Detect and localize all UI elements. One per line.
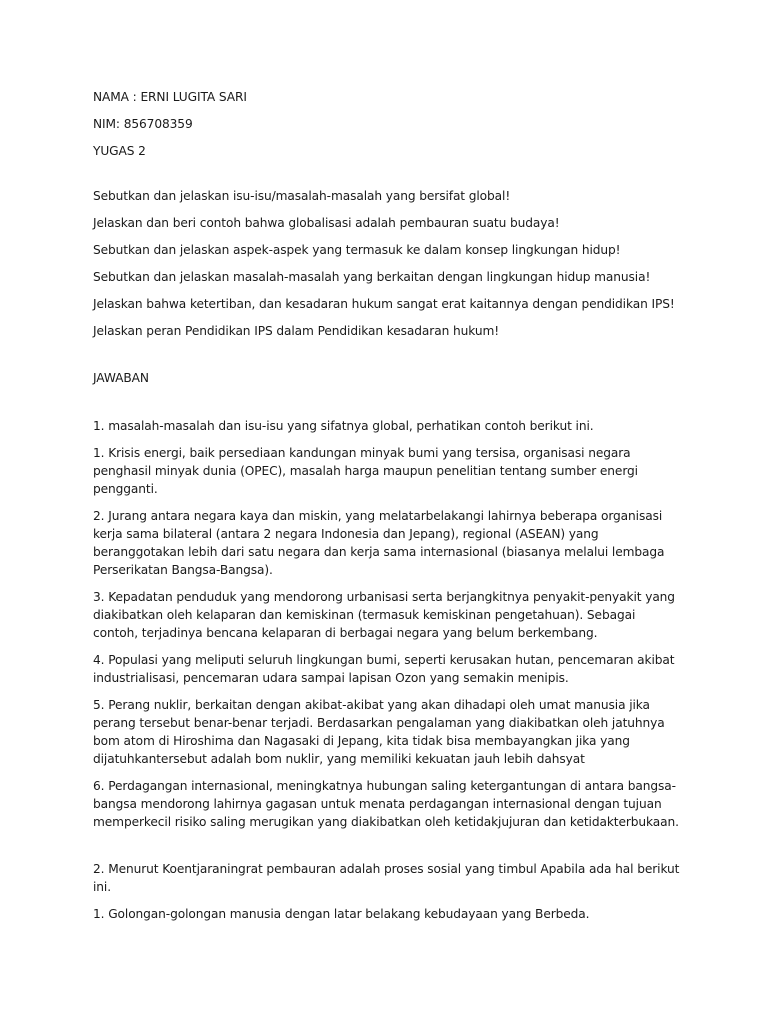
question-item: Jelaskan peran Pendidikan IPS dalam Pendidikan kesadaran hukum! <box>93 324 499 338</box>
student-nim: NIM: 856708359 <box>93 117 193 131</box>
spacer <box>93 396 683 417</box>
answer-1-section <box>93 417 683 831</box>
answer-2-point: 1. Golongan-golongan manusia dengan latar belakang kebudayaan yang Berbeda. <box>93 907 590 921</box>
answer-1-intro: 1. masalah-masalah dan isu-isu yang sifatnya global, perhatikan contoh berikut ini. <box>93 419 594 433</box>
document-body <box>93 88 683 932</box>
answer-2-section <box>93 860 683 923</box>
answer-1-point: 5. Perang nuklir, berkaitan dengan akibat-akibat yang akan dihadapi oleh umat manusia jika perang tersebut benar-benar terjadi. Berdasarkan pengalaman yang diakibatkan oleh jatuhnya bom atom di Hiroshima dan Nagasaki di Jepang, kita tidak bisa membayangkan jika yang dijatuhkantersebut adalah bom nuklir, yang memiliki kekuatan jauh lebih dahsyat <box>93 698 665 766</box>
student-name: NAMA : ERNI LUGITA SARI <box>93 90 247 104</box>
question-item: Sebutkan dan jelaskan masalah-masalah yang berkaitan dengan lingkungan hidup manusia! <box>93 270 651 284</box>
answer-2-intro: 2. Menurut Koentjaraningrat pembauran adalah proses sosial yang timbul Apabila ada hal berikut ini. <box>93 862 680 894</box>
spacer <box>93 349 683 369</box>
question-list <box>93 187 683 340</box>
answer-1-point: 2. Jurang antara negara kaya dan miskin, yang melatarbelakangi lahirnya beberapa organisasi kerja sama bilateral (antara 2 negara Indonesia dan Jepang), regional (ASEAN) yang beranggotakan lebih dari satu negara dan kerja sama internasional (biasanya melalui lembaga Perserikatan Bangsa-Bangsa). <box>93 509 665 577</box>
answer-heading: JAWABAN <box>93 371 149 385</box>
spacer <box>93 169 683 187</box>
answer-1-point: 3. Kepadatan penduduk yang mendorong urbanisasi serta berjangkitnya penyakit-penyakit yang diakibatkan oleh kelaparan dan kemiskinan (termasuk kemiskinan pengetahuan). Sebagai contoh, terjadinya bencana kelaparan di berbagai negara yang belum berkembang. <box>93 590 675 640</box>
assignment-label: YUGAS 2 <box>93 144 146 158</box>
question-item: Sebutkan dan jelaskan isu-isu/masalah-masalah yang bersifat global! <box>93 189 511 203</box>
answer-1-point: 1. Krisis energi, baik persediaan kandungan minyak bumi yang tersisa, organisasi negara penghasil minyak dunia (OPEC), masalah harga maupun penelitian tentang sumber energi pengganti. <box>93 446 638 496</box>
question-item: Jelaskan dan beri contoh bahwa globalisasi adalah pembauran suatu budaya! <box>93 216 560 230</box>
spacer <box>93 840 683 860</box>
question-item: Sebutkan dan jelaskan aspek-aspek yang termasuk ke dalam konsep lingkungan hidup! <box>93 243 621 257</box>
answer-1-point: 6. Perdagangan internasional, meningkatnya hubungan saling ketergantungan di antara bangsa-bangsa mendorong lahirnya gagasan untuk menata perdagangan internasional dengan tujuan memperkecil risiko saling merugikan yang diakibatkan oleh ketidakjujuran dan ketidakterbukaan. <box>93 779 679 829</box>
question-item: Jelaskan bahwa ketertiban, dan kesadaran hukum sangat erat kaitannya dengan pendidikan IPS! <box>93 297 675 311</box>
answer-1-point: 4. Populasi yang meliputi seluruh lingkungan bumi, seperti kerusakan hutan, pencemaran akibat industrialisasi, pencemaran udara sampai lapisan Ozon yang semakin menipis. <box>93 653 675 685</box>
